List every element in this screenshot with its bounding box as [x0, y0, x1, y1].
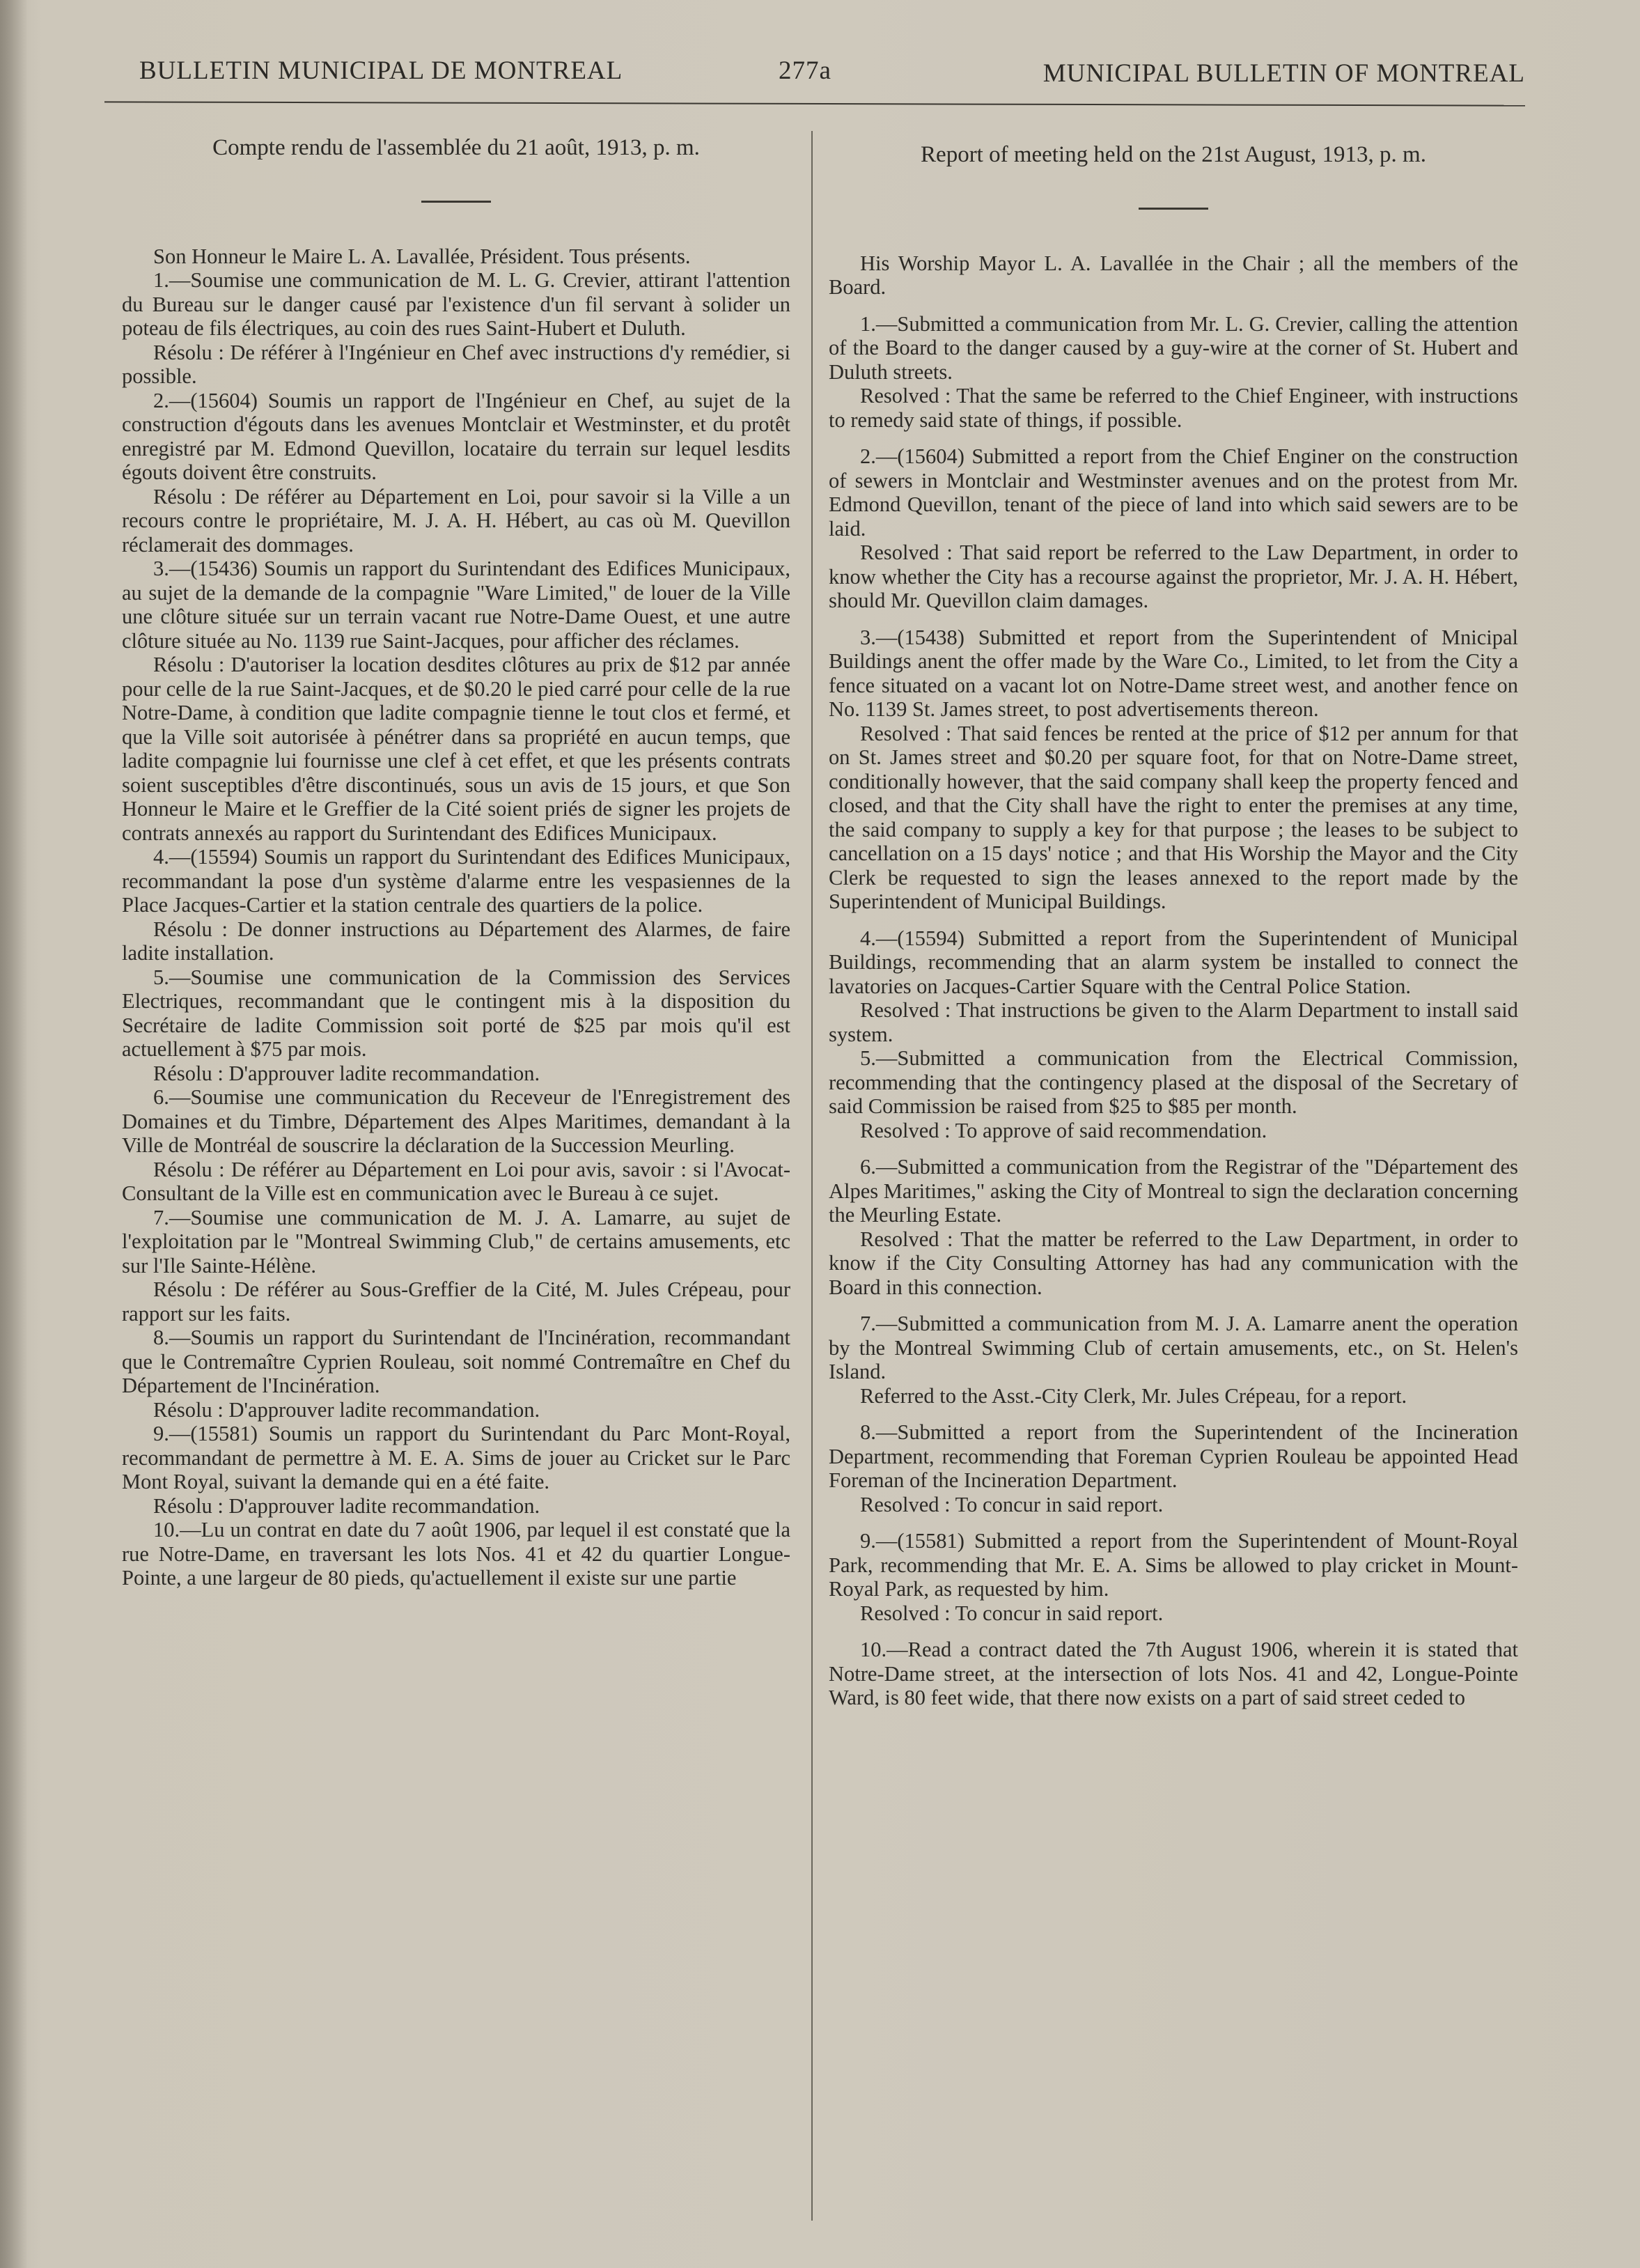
- en-para-18: Resolved : To concur in said report.: [860, 1601, 1164, 1625]
- en-para-12: Resolved : That the matter be referred to the Law Department, in order to know if the City Consulting Attorney has had any communication with the Board in this connection.: [829, 1227, 1518, 1299]
- en-para-17: 9.—(15581) Submitted a report from the Superintendent of Mount-Royal Park, recommending that Mr. E. A. Sims be allowed to play cricket in Mount-Royal Park, as requested by him.: [829, 1529, 1518, 1601]
- fr-para-17: 9.—(15581) Soumis un rapport du Surintendant du Parc Mont-Royal, recommandant de permettre à M. E. A. Sims de jouer au Cricket sur le Parc Mont Royal, suivant la demande qui en a été faite.: [122, 1422, 790, 1493]
- en-para-8: Resolved : That instructions be given to the Alarm Department to install said system.: [829, 998, 1518, 1046]
- binding-shadow: [0, 0, 28, 2268]
- en-para-16: Resolved : To concur in said report.: [860, 1492, 1164, 1516]
- french-title: Compte rendu de l'assemblée du 21 août, 1913, p. m.: [212, 135, 700, 160]
- french-title-rule: [421, 201, 491, 203]
- en-para-5: 3.—(15438) Submitted et report from the Superintendent of Mnicipal Buildings anent the offer made by the Ware Co., Limited, to let from the City a fence situated on a vacant lot on Notre-Dame street west, and another fence on No. 1139 St. James street, to post advertisements thereon.: [829, 625, 1518, 721]
- fr-para-3: 2.—(15604) Soumis un rapport de l'Ingénieur en Chef, au sujet de la construction d'égouts dans les avenues Montclair et Westminster, et du protêt enregistré par M. Edmond Quevillon, locataire du terrain sur lequel lesdits égouts doivent être construits.: [122, 388, 790, 484]
- fr-para-5: 3.—(15436) Soumis un rapport du Surintendant des Edifices Municipaux, au sujet de la demande de la compagnie "Ware Limited," de louer de la Ville une clôture située sur un terrain vacant rue Notre-Dame Ouest, et une autre clôture située au No. 1139 rue Saint-Jacques, pour afficher des réclames.: [122, 557, 790, 653]
- fr-para-16: Résolu : D'approuver ladite recommandation.: [153, 1397, 540, 1422]
- fr-para-18: Résolu : D'approuver ladite recommandation.: [153, 1493, 540, 1518]
- header-english-title: MUNICIPAL BULLETIN OF MONTREAL: [1042, 59, 1525, 88]
- fr-para-0: Son Honneur le Maire L. A. Lavallée, Président. Tous présents.: [153, 244, 691, 268]
- fr-para-6: Résolu : D'autoriser la location desdites clôtures au prix de $12 par année pour celle de la rue Saint-Jacques, et de $0.20 le pied carré pour celle de la rue Notre-Dame, à condition que ladite compagnie tienne le tout clos et fermé, et que la Ville soit autorisée à pénétrer dans sa propriété en aucun temps, que ladite compagnie lui fournisse une clef à cet effet, et que les présents contrats soient susceptibles d'être discontinués, sous un avis de 15 jours, et que Son Honneur le Maire et le Greffier de la Cité soient priés de signer les projets de contrats annexés au rapport du Surintendant des Edifices Municipaux.: [122, 653, 790, 845]
- en-para-15: 8.—Submitted a report from the Superintendent of the Incineration Department, recommending that Foreman Cyprien Rouleau be appointed Head Foreman of the Incineration Department.: [829, 1420, 1518, 1492]
- en-para-10: Resolved : To approve of said recommendation.: [860, 1118, 1267, 1142]
- fr-para-9: 5.—Soumise une communication de la Commission des Services Electriques, recommandant que le contingent mis à la disposition du Secrétaire de ladite Commission soit porté de $25 par mois qu'il est actuellement à $75 par mois.: [122, 965, 790, 1061]
- en-para-1: 1.—Submitted a communication from Mr. L. G. Crevier, calling the attention of the Board to the danger caused by a guy-wire at the corner of St. Hubert and Duluth streets.: [829, 311, 1518, 384]
- header-rule: [104, 101, 1525, 106]
- fr-para-7: 4.—(15594) Soumis un rapport du Surintendant des Edifices Municipaux, recommandant la pose d'un système d'alarme entre les vespasiennes de la Place Jacques-Cartier et la station centrale des quartiers de la police.: [122, 845, 790, 917]
- en-para-4: Resolved : That said report be referred to the Law Department, in order to know whether the City has a recourse against the proprietor, Mr. J. A. H. Hébert, should Mr. Quevillon claim damages.: [829, 541, 1518, 612]
- en-para-6: Resolved : That said fences be rented at the price of $12 per annum for that on St. James street and $0.20 per square foot, for that on Notre-Dame street, conditionally however, that the said company shall keep the property fenced and closed, and that the City shall have the right to enter the premises at any time, the said company to supply a key for that purpose ; the leases to be subject to cancellation on a 15 days' notice ; and that His Worship the Mayor and the City Clerk be requested to sign the leases annexed to the report made by the Superintendent of Municipal Buildings.: [829, 721, 1518, 913]
- en-para-14: Referred to the Asst.-City Clerk, Mr. Jules Crépeau, for a report.: [860, 1383, 1407, 1408]
- column-divider: [811, 131, 813, 2221]
- fr-para-15: 8.—Soumis un rapport du Surintendant de l'Incinération, recommandant que le Contremaître Cyprien Rouleau, soit nommé Contremaître en Chef du Département de l'Incinération.: [122, 1326, 790, 1397]
- french-column: [122, 136, 790, 1590]
- running-header: [139, 56, 1525, 98]
- en-para-11: 6.—Submitted a communication from the Registrar of the "Département des Alpes Maritimes," asking the City of Montreal to sign the declaration concerning the Meurling Estate.: [829, 1155, 1518, 1227]
- fr-para-10: Résolu : D'approuver ladite recommandation.: [153, 1061, 540, 1085]
- fr-para-12: Résolu : De référer au Département en Loi pour avis, savoir : si l'Avocat-Consultant de la Ville est en communication avec le Bureau à ce sujet.: [122, 1157, 790, 1205]
- fr-para-14: Résolu : De référer au Sous-Greffier de la Cité, M. Jules Crépeau, pour rapport sur les faits.: [122, 1277, 790, 1326]
- en-para-2: Resolved : That the same be referred to the Chief Engineer, with instructions to remedy said state of things, if possible.: [829, 384, 1518, 432]
- english-title-rule: [1139, 208, 1208, 210]
- en-para-0: His Worship Mayor L. A. Lavallée in the Chair ; all the members of the Board.: [829, 251, 1518, 299]
- en-para-7: 4.—(15594) Submitted a report from the Superintendent of Municipal Buildings, recommending that an alarm system be installed to connect the lavatories on Jacques-Cartier Square with the Central Police Station.: [829, 926, 1518, 998]
- header-french-title: BULLETIN MUNICIPAL DE MONTREAL: [139, 56, 623, 85]
- fr-para-1: 1.—Soumise une communication de M. L. G. Crevier, attirant l'attention du Bureau sur le danger causé par l'existence d'un fil servant à solider un poteau de fils électriques, au coin des rues Saint-Hubert et Duluth.: [122, 268, 790, 340]
- fr-para-11: 6.—Soumise une communication du Receveur de l'Enregistrement des Domaines et du Timbre, Département des Alpes Maritimes, demandant à la Ville de Montréal de souscrire la déclaration de la Succession Meurling.: [122, 1085, 790, 1157]
- fr-para-8: Résolu : De donner instructions au Département des Alarmes, de faire ladite installation.: [122, 917, 790, 965]
- en-para-9: 5.—Submitted a communication from the Electrical Commission, recommending that the contingency plased at the disposal of the Secretary of said Commission be raised from $25 to $85 per month.: [829, 1046, 1518, 1118]
- fr-para-4: Résolu : De référer au Département en Loi, pour savoir si la Ville a un recours contre le propriétaire, M. J. A. H. Hébert, au cas où M. Quevillon réclamerait des dommages.: [122, 484, 790, 557]
- en-para-3: 2.—(15604) Submitted a report from the Chief Enginer on the construction of sewers in Montclair and Westminster avenues and on the protest from Mr. Edmond Quevillon, tenant of the piece of land into which said sewers are to be laid.: [829, 444, 1518, 541]
- en-para-19: 10.—Read a contract dated the 7th August 1906, wherein it is stated that Notre-Dame street, at the intersection of lots Nos. 41 and 42, Longue-Pointe Ward, is 80 feet wide, that there now exists on a part of said street ceded to: [829, 1638, 1518, 1709]
- english-column: [829, 143, 1518, 1710]
- en-para-13: 7.—Submitted a communication from M. J. A. Lamarre anent the operation by the Montreal Swimming Club of certain amusements, etc., on St. Helen's Island.: [829, 1312, 1518, 1383]
- fr-para-19: 10.—Lu un contrat en date du 7 août 1906, par lequel il est constaté que la rue Notre-Dame, en traversant les lots Nos. 41 et 42 du quartier Longue-Pointe, a une largeur de 80 pieds, qu'actuellement il existe sur une partie: [122, 1518, 790, 1590]
- english-title: Report of meeting held on the 21st August, 1913, p. m.: [921, 142, 1426, 167]
- fr-para-2: Résolu : De référer à l'Ingénieur en Chef avec instructions d'y remédier, si possible.: [122, 340, 790, 388]
- fr-para-13: 7.—Soumise une communication de M. J. A. Lamarre, au sujet de l'exploitation par le "Montreal Swimming Club," de certains amusements, etc sur l'Ile Sainte-Hélène.: [122, 1205, 790, 1277]
- page-number: 277a: [779, 56, 831, 85]
